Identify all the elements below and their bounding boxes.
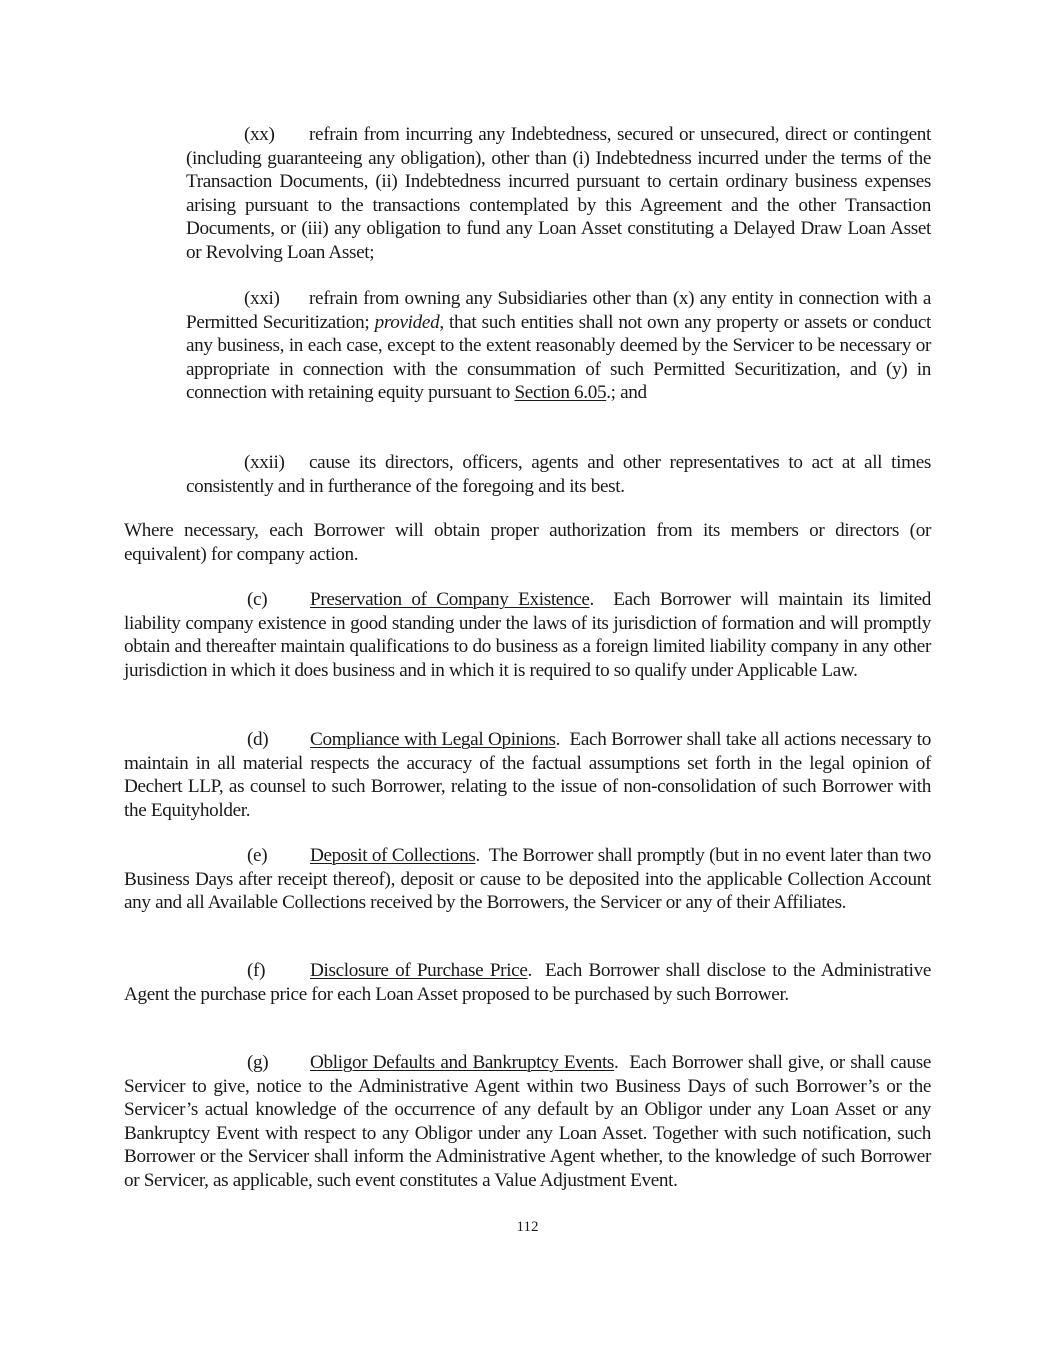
clause-text: cause its directors, officers, agents and other representatives to act at all times consistently and in furtherance of the foregoing and its best. xyxy=(186,452,931,497)
clause-label: (xxii) xyxy=(244,452,285,473)
clause-xxii xyxy=(186,451,931,498)
clause-text: refrain from incurring any Indebtedness, secured or unsecured, direct or contingent (including guaranteeing any obligation), other than (i) Indebtedness incurred under the terms of the Transaction Documents, (ii) Indebtedness incurred pursuant to certain ordinary business expenses arising pursuant to the transactions contemplated by this Agreement and the other Transaction Documents, or (iii) any obligation to fund any Loan Asset constituting a Delayed Draw Loan Asset or Revolving Loan Asset; xyxy=(186,124,931,263)
section-label: (c) xyxy=(247,589,268,610)
spacer xyxy=(619,1052,630,1073)
spacer xyxy=(560,729,569,750)
clause-xx xyxy=(186,123,931,265)
clause-label: (xx) xyxy=(244,124,275,145)
paragraph-text: Where necessary, each Borrower will obtain proper authorization from its members or directors (or equivalent) for company action. xyxy=(124,520,931,565)
section-heading: Preservation of Company Existence xyxy=(310,589,590,610)
section-label: (d) xyxy=(247,729,269,750)
clause-label: (xxi) xyxy=(244,288,280,309)
section-f xyxy=(124,959,931,1006)
section-label: (g) xyxy=(247,1052,269,1073)
section-g xyxy=(124,1051,931,1193)
period: . xyxy=(475,845,480,866)
authorization-paragraph xyxy=(124,519,931,566)
section-reference-link[interactable]: Section 6.05 xyxy=(514,382,607,404)
period: . xyxy=(555,729,561,750)
section-heading: Disclosure of Purchase Price xyxy=(310,960,528,981)
section-heading: Compliance with Legal Opinions xyxy=(310,729,556,750)
period: . xyxy=(614,1052,619,1073)
spacer xyxy=(532,960,545,981)
section-label: (f) xyxy=(247,960,266,981)
spacer xyxy=(594,589,613,610)
section-c xyxy=(124,588,931,682)
period: . xyxy=(589,589,594,610)
clause-text: , that such entities shall not own any property or assets or conduct any business, in each case, except to the extent reasonably deemed by the Servicer to be necessary or appropriate in connection with the consummation of such Permitted Securitization, and (y) in connection with retaining equity pursuant to xyxy=(186,311,931,404)
section-e xyxy=(124,844,931,915)
page-number: 112 xyxy=(516,1219,539,1235)
clause-xxi xyxy=(186,287,931,405)
section-label: (e) xyxy=(247,845,268,866)
section-heading: Deposit of Collections xyxy=(310,845,476,866)
clause-text: .; and xyxy=(606,382,647,404)
section-d xyxy=(124,728,931,822)
section-text: Each Borrower shall take all actions necessary to maintain in all material respects the accuracy of the factual assumptions set forth in the legal opinion of Dechert LLP, as counsel to such Borrower, relating to the issue of non-consolidation of such Borrower with the Equityholder. xyxy=(124,729,931,821)
section-text: The Borrower shall promptly (but in no event later than two Business Days after receipt thereof), deposit or cause to be deposited into the applicable Collection Account any and all Available Collections received by the Borrowers, the Servicer or any of their Affiliates. xyxy=(124,845,931,914)
clause-text: refrain from owning any Subsidiaries other than (x) any entity in connection with a Permitted Securitization; xyxy=(186,288,931,333)
italic-term: provided xyxy=(374,311,440,333)
spacer xyxy=(480,845,489,866)
section-text: Each Borrower will maintain its limited liability company existence in good standing under the laws of its jurisdiction of formation and will promptly obtain and thereafter maintain qualifications to do business as a foreign limited liability company in any other jurisdiction in which it does business and in which it is required to so qualify under Applicable Law. xyxy=(124,589,931,681)
period: . xyxy=(527,960,532,981)
section-text: Each Borrower shall give, or shall cause Servicer to give, notice to the Administrative Agent within two Business Days of such Borrower’s or the Servicer’s actual knowledge of the occurrence of any default by an Obligor under any Loan Asset or any Bankruptcy Event with respect to any Obligor under any Loan Asset. Together with such notification, such Borrower or the Servicer shall inform the Administrative Agent whether, to the knowledge of such Borrower or Servicer, as applicable, such event constitutes a Value Adjustment Event. xyxy=(124,1052,931,1191)
section-text: Each Borrower shall disclose to the Administrative Agent the purchase price for each Loan Asset proposed to be purchased by such Borrower. xyxy=(124,960,931,1005)
section-heading: Obligor Defaults and Bankruptcy Events xyxy=(310,1052,615,1073)
